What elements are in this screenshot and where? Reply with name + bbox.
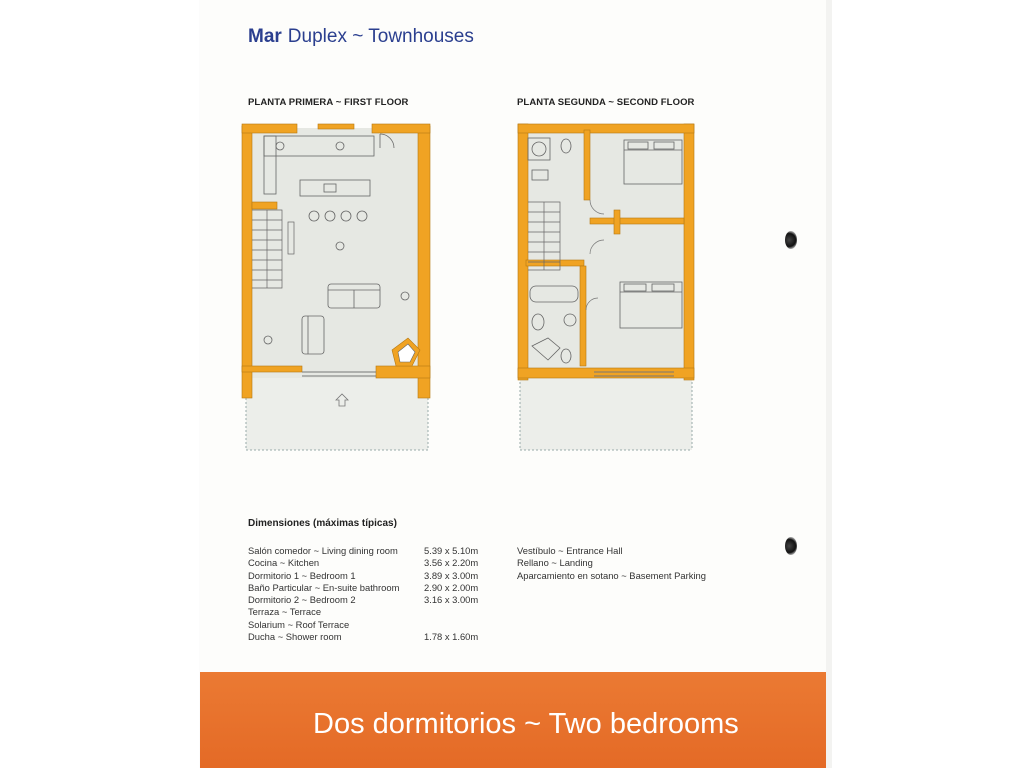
dimension-label: Solarium ~ Roof Terrace — [248, 618, 350, 630]
dimension-label: Dormitorio 1 ~ Bedroom 1 — [248, 569, 356, 581]
second-floor-interior — [522, 128, 688, 378]
dimension-label: Baño Particular ~ En-suite bathroom — [248, 581, 400, 593]
dimension-label: Salón comedor ~ Living dining room — [248, 545, 398, 556]
dimension-row — [248, 557, 493, 569]
page-title — [248, 26, 474, 48]
second-floor-label: PLANTA SEGUNDA ~ SECOND FLOOR — [517, 97, 695, 108]
dimension-value: 3.16 x 3.00m — [424, 594, 479, 606]
area-row: Vestíbulo ~ Entrance Hall — [517, 545, 623, 556]
dimension-label: Cocina ~ Kitchen — [248, 557, 320, 569]
dimension-value: 1.78 x 1.60m — [424, 631, 479, 643]
page-edge — [826, 0, 832, 768]
title-brand: Mar — [248, 26, 282, 47]
dimension-value: 2.90 x 2.00m — [424, 581, 479, 593]
banner-text: Dos dormitorios ~ Two bedrooms — [313, 708, 739, 740]
brochure-page — [200, 0, 826, 768]
title-subtitle: Duplex ~ Townhouses — [287, 26, 474, 47]
dimension-value: 3.89 x 3.00m — [424, 569, 479, 581]
dimensions-heading: Dimensiones (máximas típicas) — [248, 518, 397, 529]
dimension-row — [248, 594, 493, 606]
dimension-row — [248, 619, 493, 631]
dimension-row — [248, 606, 493, 618]
dimension-label: Dormitorio 2 ~ Bedroom 2 — [248, 594, 356, 606]
dimension-row — [248, 570, 493, 582]
dimensions-list-left — [248, 545, 493, 643]
first-floor-plan — [240, 110, 436, 460]
second-floor-terrace — [520, 378, 692, 450]
first-floor-terrace — [246, 378, 428, 450]
dimension-label: Ducha ~ Shower room — [248, 631, 342, 643]
area-row: Aparcamiento en sotano ~ Basement Parking — [517, 569, 706, 581]
dimension-row — [248, 545, 493, 557]
binder-hole — [785, 537, 797, 555]
dimension-row — [248, 582, 493, 594]
dimension-value: 5.39 x 5.10m — [424, 545, 479, 556]
binder-hole — [785, 231, 797, 249]
dimension-row — [248, 631, 493, 643]
first-floor-label: PLANTA PRIMERA ~ FIRST FLOOR — [248, 97, 409, 108]
second-floor-plan — [514, 110, 700, 460]
area-row: Rellano ~ Landing — [517, 557, 593, 569]
footer-banner — [200, 672, 826, 768]
dimension-value: 3.56 x 2.20m — [424, 557, 479, 569]
dimension-label: Terraza ~ Terrace — [248, 606, 322, 618]
dimensions-list-right — [517, 545, 777, 582]
